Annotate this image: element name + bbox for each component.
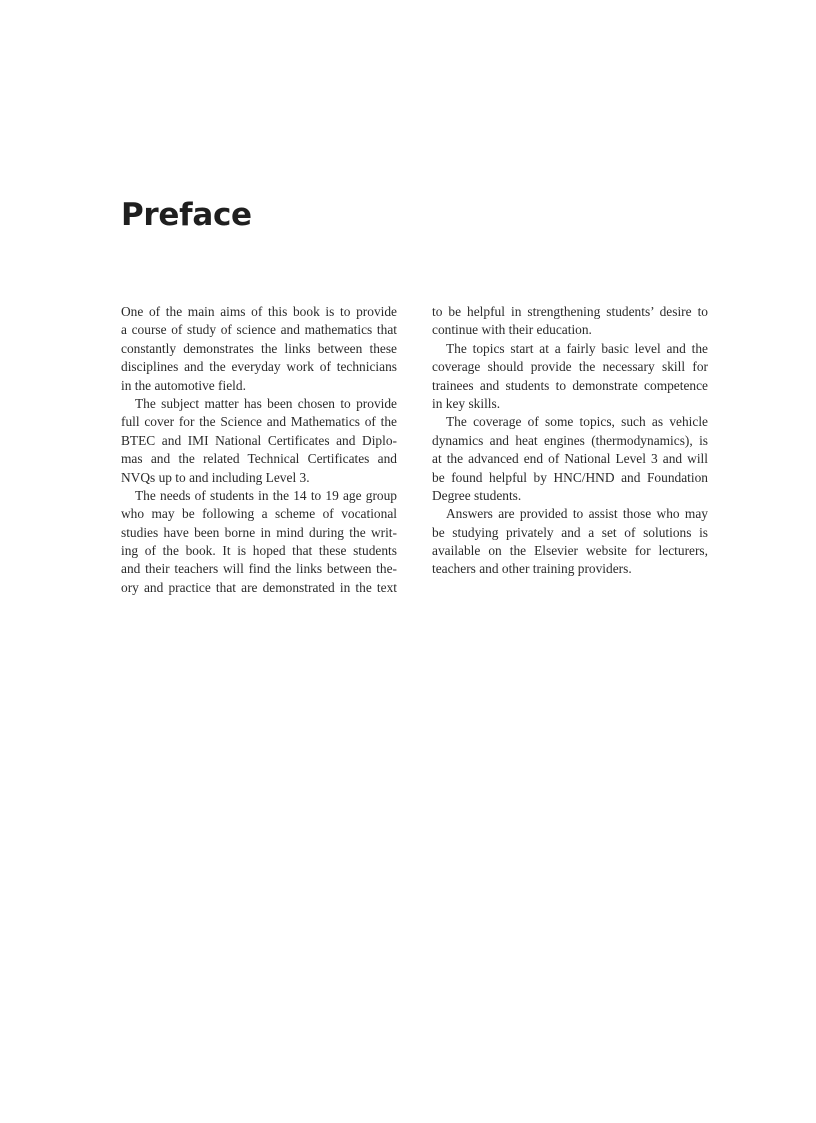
text-line: constantly demonstrates the links between these xyxy=(121,340,397,356)
text-line: teachers and other training providers. xyxy=(432,561,632,577)
text-line: The needs of students in the 14 to 19 age group xyxy=(135,487,397,503)
text-line: be studying privately and a set of solutions is xyxy=(432,524,708,540)
text-line: and their teachers will find the links between the- xyxy=(121,561,397,577)
text-line: in the automotive field. xyxy=(121,377,246,393)
text-line: continue with their education. xyxy=(432,322,592,338)
text-line: The coverage of some topics, such as vehicle xyxy=(446,414,708,430)
text-line: Degree students. xyxy=(432,487,522,503)
page-title: Preface xyxy=(121,197,252,233)
text-line: The topics start at a fairly basic level and the xyxy=(446,340,708,356)
text-line: disciplines and the everyday work of technicians xyxy=(121,359,397,375)
text-line: coverage should provide the necessary skill for xyxy=(432,359,708,375)
text-line: trainees and students to demonstrate competence xyxy=(432,377,708,393)
text-line: BTEC and IMI National Certificates and Diplo- xyxy=(121,432,397,448)
text-line: a course of study of science and mathematics that xyxy=(121,322,397,338)
text-line: to be helpful in strengthening students’ desire to xyxy=(432,304,708,319)
text-line: Answers are provided to assist those who may xyxy=(446,506,708,522)
text-line: The subject matter has been chosen to provide xyxy=(135,395,397,411)
text-line: NVQs up to and including Level 3. xyxy=(121,469,310,485)
text-line: mas and the related Technical Certificates and xyxy=(121,451,397,467)
right-text-column xyxy=(432,303,708,579)
text-line: in key skills. xyxy=(432,395,501,411)
text-line: at the advanced end of National Level 3 and will xyxy=(432,451,708,467)
text-line: full cover for the Science and Mathematics of the xyxy=(121,414,397,430)
text-line: ory and practice that are demonstrated in the text xyxy=(121,579,397,595)
text-line: be found helpful by HNC/HND and Foundation xyxy=(432,469,708,485)
text-line: who may be following a scheme of vocational xyxy=(121,506,397,522)
text-line: dynamics and heat engines (thermodynamics), is xyxy=(432,432,708,448)
text-line: ing of the book. It is hoped that these students xyxy=(121,543,397,559)
left-text-column xyxy=(121,303,397,597)
text-line: available on the Elsevier website for lecturers, xyxy=(432,543,708,559)
text-line: One of the main aims of this book is to provide xyxy=(121,304,397,319)
text-line: studies have been borne in mind during the writ- xyxy=(121,524,397,540)
